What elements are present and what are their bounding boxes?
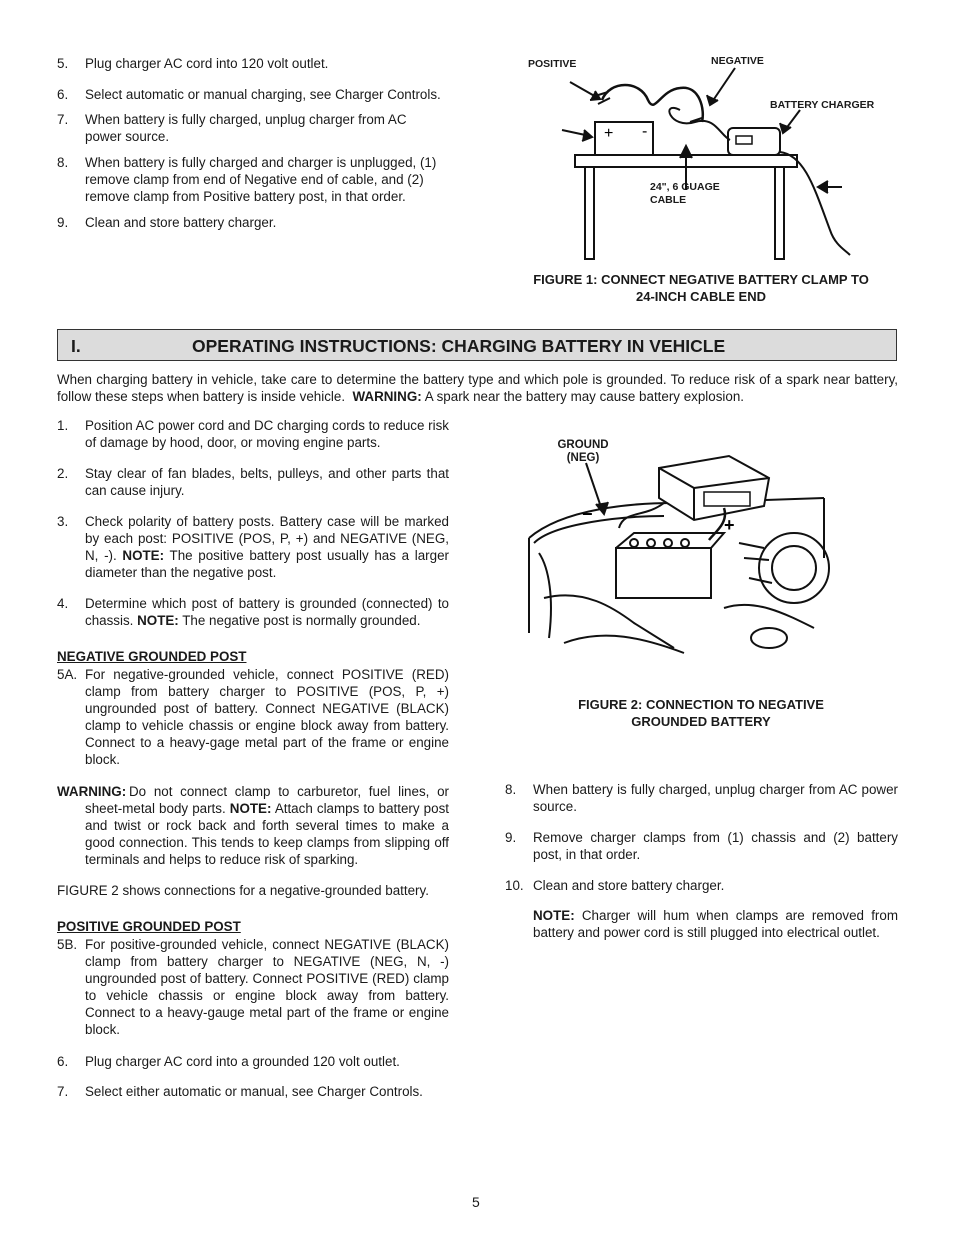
section-title: OPERATING INSTRUCTIONS: CHARGING BATTERY IN VEHICLE: [192, 336, 726, 356]
step-number: 5B.: [57, 937, 78, 952]
step-text: When battery is fully charged, unplug charger from AC power source.: [533, 782, 898, 814]
step-number: 10.: [505, 878, 524, 893]
step-number: 6.: [57, 87, 69, 102]
figure2-caption: FIGURE 2: CONNECTION TO NEGATIVE GROUNDED BATTERY: [578, 697, 824, 729]
step-number: 5.: [57, 56, 69, 71]
section-header: [57, 329, 897, 361]
step-3-note-label: NOTE:: [122, 548, 165, 563]
intro-paragraph: [57, 371, 898, 405]
figure2-illustration: [524, 448, 834, 663]
figure1-caption: FIGURE 1: CONNECT NEGATIVE BATTERY CLAMP TO 24-INCH CABLE END: [533, 272, 869, 304]
page-number: 5: [472, 1194, 480, 1210]
step-text: Select automatic or manual charging, see Charger Controls.: [85, 87, 441, 102]
figure1-label-positive: POSITIVE: [528, 58, 577, 70]
step-3-text: Check polarity of battery posts. Battery case will be marked by each post: POSITIVE (POS, P, +) and NEGATIVE (NEG, N, -).: [85, 514, 449, 563]
figure2-reference: FIGURE 2 shows connections for a negative-grounded battery.: [57, 883, 429, 898]
warning-2-body: [57, 783, 449, 868]
figure1-label-cable: 24", 6 GUAGE CABLE: [650, 181, 720, 206]
positive-grounded-heading: POSITIVE GROUNDED POST: [57, 919, 241, 934]
section-letter: I.: [71, 336, 81, 356]
step-text: Clean and store battery charger.: [85, 215, 277, 230]
intro-warning-text: A spark near the battery may cause battery explosion.: [424, 389, 745, 404]
step-text: For negative-grounded vehicle, connect POSITIVE (RED) clamp from battery charger to POSITIVE (POS, P, +) ungrounded post of battery. Connect NEGATIVE (BLACK) clamp to vehicle chassis or engine block away from battery. Connect to a heavy-gage metal part of the frame or engine block.: [85, 667, 449, 767]
figure1-plus: +: [604, 125, 614, 142]
step-number: 8.: [505, 782, 517, 797]
step-text: Remove charger clamps from (1) chassis and (2) battery post, in that order.: [533, 830, 898, 862]
step-text: When battery is fully charged and charger is unplugged, (1) remove clamp from end of Negative end of cable, and (2) remove clamp from Positive battery post, in that order.: [85, 155, 437, 204]
step-text: Select either automatic or manual, see Charger Controls.: [85, 1084, 423, 1099]
step-number: 9.: [505, 830, 517, 845]
step-3-note-text: The positive battery post usually has a larger diameter than the negative post.: [85, 548, 449, 580]
step-number: 3.: [57, 514, 69, 529]
step-number: 9.: [57, 215, 69, 230]
intro-warning-label: WARNING:: [352, 389, 422, 404]
step-number: 1.: [57, 418, 69, 433]
step-4-text: Determine which post of battery is grounded (connected) to chassis.: [85, 596, 449, 628]
step-text: Plug charger AC cord into 120 volt outlet.: [85, 56, 329, 71]
step-text: Stay clear of fan blades, belts, pulleys, and other parts that can cause injury.: [85, 466, 449, 498]
step-number: 5A.: [57, 667, 78, 682]
warning-2-label: WARNING:: [57, 784, 127, 799]
figure1-label-charger: BATTERY CHARGER: [770, 99, 875, 111]
step-text: Position AC power cord and DC charging cords to reduce risk of damage by hood, door, or moving engine parts.: [85, 418, 449, 450]
figure2-minus: −: [582, 504, 593, 524]
step-number: 7.: [57, 1084, 69, 1099]
figure2-plus: +: [724, 515, 735, 535]
negative-grounded-heading: NEGATIVE GROUNDED POST: [57, 649, 247, 664]
right-note: [533, 907, 898, 941]
step-4-note-text: The negative post is normally grounded.: [182, 613, 421, 628]
step-number: 6.: [57, 1054, 69, 1069]
figure2-label-ground: GROUND (NEG): [557, 439, 609, 464]
figure1-illustration: [530, 60, 870, 270]
intro-text: When charging battery in vehicle, take care to determine the battery type and which pole is grounded. To reduce risk of a spark near battery, follow these steps when battery is inside vehicle.: [57, 372, 898, 404]
step-text: For positive-grounded vehicle, connect NEGATIVE (BLACK) clamp from battery charger to NEGATIVE (NEG, N, -) ungrounded post of battery. Connect POSITIVE (RED) clamp to vehicle chassis or engine block away from battery. Connect to a heavy-gauge metal part of the frame or engine block.: [85, 937, 449, 1037]
step-text: Plug charger AC cord into a grounded 120 volt outlet.: [85, 1054, 400, 1069]
step-number: 7.: [57, 112, 69, 127]
warning-2-note-text: Attach clamps to battery post and twist or rock back and forth several times to make a good connection. This tends to keep clamps from slipping off terminals and helps to reduce risk of sparking.: [85, 801, 449, 867]
figure1-label-negative: NEGATIVE: [711, 55, 764, 67]
step-text: Clean and store battery charger.: [533, 878, 725, 893]
warning-2-note-label: NOTE:: [229, 801, 272, 816]
right-note-text: Charger will hum when clamps are removed from battery and power cord is still plugged into electrical outlet.: [533, 908, 898, 940]
step-number: 8.: [57, 155, 69, 170]
right-note-label: NOTE:: [533, 908, 575, 923]
step-number: 2.: [57, 466, 69, 481]
step-4-note-label: NOTE:: [137, 613, 179, 628]
step-text: [85, 595, 449, 629]
step-text: [85, 513, 449, 581]
step-number: 4.: [57, 596, 69, 611]
warning-2-text: Do not connect clamp to carburetor, fuel lines, or sheet-metal body parts.: [85, 784, 449, 816]
step-text: When battery is fully charged, unplug charger from AC power source.: [85, 112, 407, 144]
figure1-minus: -: [642, 123, 648, 140]
